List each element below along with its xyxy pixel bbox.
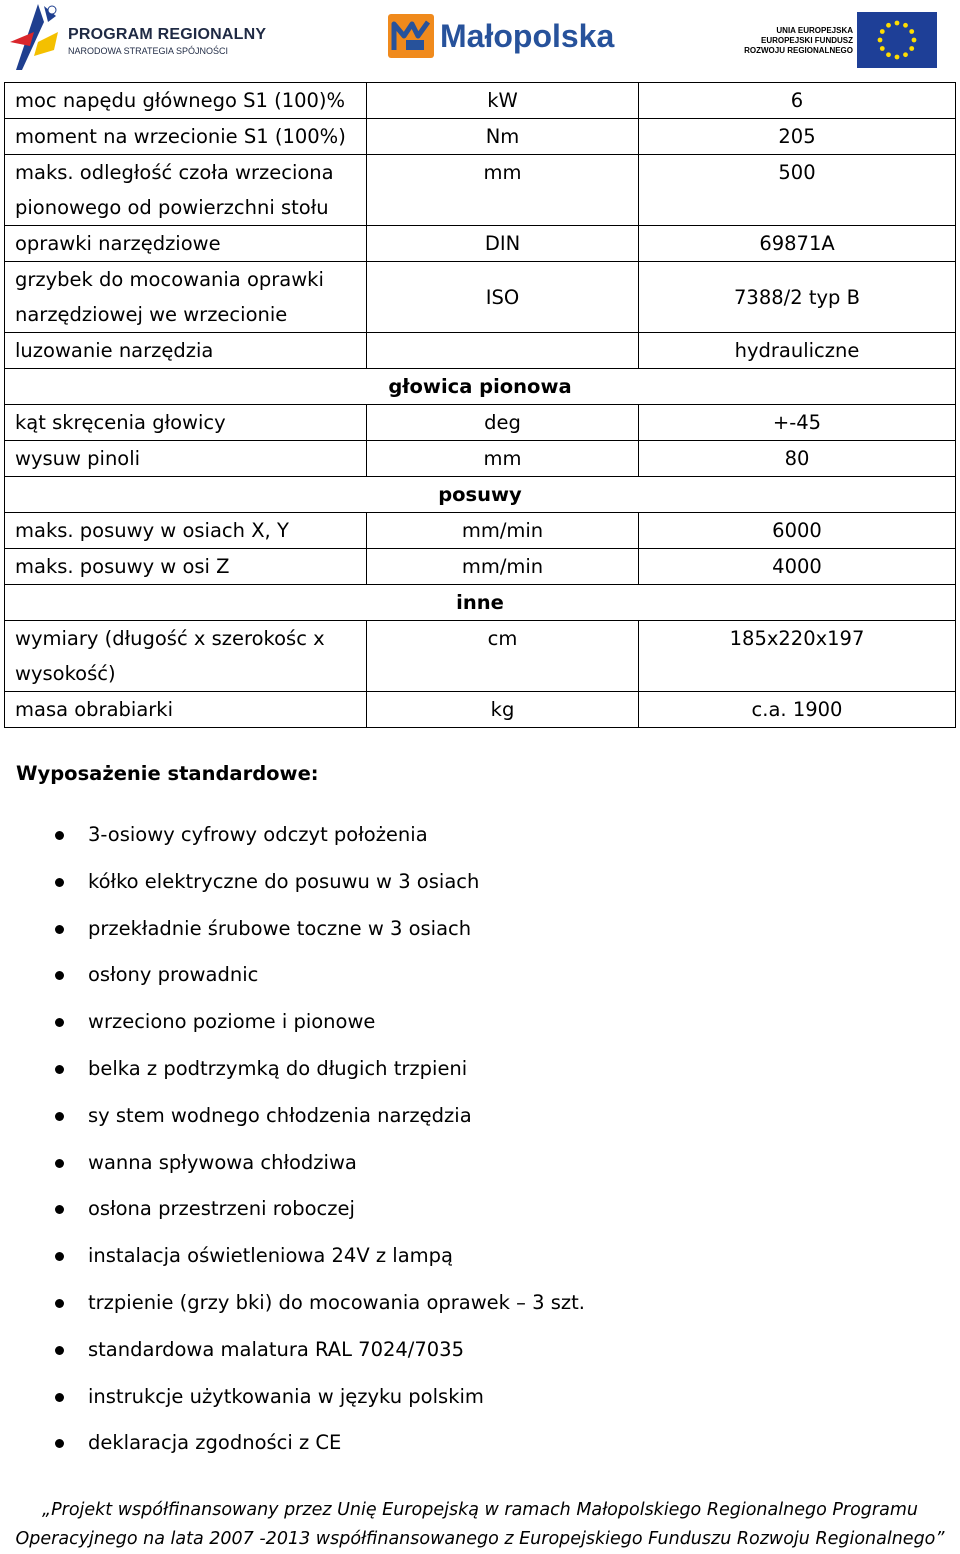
star-icon — [880, 46, 885, 51]
table-cell: mm — [367, 155, 639, 226]
table-cell — [5, 621, 367, 692]
program-title: PROGRAM REGIONALNY — [68, 26, 267, 43]
cell-line: pionowego od powierzchni stołu — [15, 196, 329, 219]
eu-flag-icon — [857, 12, 937, 68]
star-icon — [895, 21, 900, 26]
cell-line: narzędziowej we wrzecionie — [15, 303, 288, 326]
list-item — [0, 1327, 960, 1374]
bullet-icon — [55, 1018, 64, 1027]
table-row — [5, 441, 956, 477]
section-header: posuwy — [5, 477, 956, 513]
list-item-text: osłona przestrzeni roboczej — [88, 1197, 355, 1221]
table-cell: kg — [367, 692, 639, 728]
list-item — [0, 1280, 960, 1327]
table-cell: luzowanie narzędzia — [5, 333, 367, 369]
program-regionalny-logo — [8, 2, 278, 72]
list-item-text: instrukcje użytkowania w języku polskim — [88, 1384, 484, 1408]
table-row — [5, 621, 956, 692]
list-item — [0, 1186, 960, 1233]
table-row — [5, 333, 956, 369]
list-item — [0, 952, 960, 999]
eu-text-line2: EUROPEJSKI FUNDUSZ — [760, 36, 853, 45]
table-cell: hydrauliczne — [639, 333, 956, 369]
bullet-icon — [55, 1252, 64, 1261]
bullet-icon — [55, 1205, 64, 1214]
star-icon — [878, 38, 883, 43]
bullet-icon — [55, 1393, 64, 1402]
spec-table — [4, 82, 956, 728]
table-cell: 500 — [639, 155, 956, 226]
table-cell: oprawki narzędziowe — [5, 226, 367, 262]
table-cell: moment na wrzecionie S1 (100%) — [5, 119, 367, 155]
section-header: inne — [5, 585, 956, 621]
cell-line: wymiary (długość x szerokośc x — [15, 627, 325, 650]
section-header: głowica pionowa — [5, 369, 956, 405]
table-cell: maks. posuwy w osiach X, Y — [5, 513, 367, 549]
bullet-icon — [55, 831, 64, 840]
table-cell: masa obrabiarki — [5, 692, 367, 728]
table-cell — [5, 262, 367, 333]
footer — [0, 1496, 960, 1554]
bullet-icon — [55, 971, 64, 980]
table-cell: kW — [367, 83, 639, 119]
list-item — [0, 1140, 960, 1187]
eu-text-line1: UNIA EUROPEJSKA — [776, 26, 853, 35]
table-cell: DIN — [367, 226, 639, 262]
table-row — [5, 405, 956, 441]
star-icon — [895, 55, 900, 60]
malopolska-icon — [388, 14, 434, 58]
star-icon — [909, 46, 914, 51]
list-item — [0, 1046, 960, 1093]
table-cell: maks. posuwy w osi Z — [5, 549, 367, 585]
list-item-text: wanna spływowa chłodziwa — [88, 1150, 357, 1174]
eu-logo — [736, 12, 941, 70]
table-cell: 205 — [639, 119, 956, 155]
list-item — [0, 859, 960, 906]
table-row — [5, 83, 956, 119]
cell-line: grzybek do mocowania oprawki — [15, 268, 324, 291]
list-item — [0, 1374, 960, 1421]
bullet-icon — [55, 1065, 64, 1074]
footer-line2: Operacyjnego na lata 2007 -2013 współfinansowanego z Europejskiego Funduszu Rozwoju Regionalnego” — [15, 1529, 945, 1549]
star-icon — [903, 23, 908, 28]
list-item-text: kółko elektryczne do posuwu w 3 osiach — [88, 869, 480, 893]
cell-line: maks. odległość czoła wrzeciona — [15, 161, 334, 184]
table-cell: +-45 — [639, 405, 956, 441]
list-item — [0, 906, 960, 953]
list-item — [0, 999, 960, 1046]
table-section-row — [5, 477, 956, 513]
table-cell: Nm — [367, 119, 639, 155]
star-icon — [886, 23, 891, 28]
bullet-icon — [55, 1112, 64, 1121]
bullet-icon — [55, 925, 64, 934]
eu-text — [744, 26, 853, 56]
bullet-icon — [55, 878, 64, 887]
list-item-text: belka z podtrzymką do długich trzpieni — [88, 1056, 468, 1080]
table-cell — [5, 155, 367, 226]
malopolska-wordmark: Małopolska — [440, 18, 615, 54]
list-item-text: trzpienie (grzy bki) do mocowania oprawek – 3 szt. — [88, 1290, 585, 1314]
table-cell: mm/min — [367, 513, 639, 549]
list-item-text: sy stem wodnego chłodzenia narzędzia — [88, 1103, 472, 1127]
table-cell: 80 — [639, 441, 956, 477]
table-cell: 185x220x197 — [639, 621, 956, 692]
star-icon — [909, 29, 914, 34]
table-row — [5, 262, 956, 333]
list-item — [0, 1420, 960, 1467]
table-row — [5, 549, 956, 585]
cell-line: wysokość) — [15, 662, 116, 685]
bullet-icon — [55, 1159, 64, 1168]
star-icon — [903, 52, 908, 57]
list-item-text: deklaracja zgodności z CE — [88, 1431, 342, 1455]
bullet-icon — [55, 1439, 64, 1448]
table-row — [5, 692, 956, 728]
equipment-heading: Wyposażenie standardowe: — [16, 762, 319, 785]
equipment-list — [0, 812, 960, 1467]
table-cell — [367, 333, 639, 369]
table-cell: kąt skręcenia głowicy — [5, 405, 367, 441]
table-row — [5, 119, 956, 155]
table-section-row — [5, 585, 956, 621]
list-item — [0, 1233, 960, 1280]
star-icon — [912, 38, 917, 43]
table-cell: 69871A — [639, 226, 956, 262]
malopolska-logo — [388, 12, 618, 62]
table-row — [5, 155, 956, 226]
table-row — [5, 513, 956, 549]
list-item — [0, 812, 960, 859]
footer-line1: „Projekt współfinansowany przez Unię Europejską w ramach Małopolskiego Regionalnego Programu — [42, 1500, 918, 1520]
table-cell: moc napędu głównego S1 (100)% — [5, 83, 367, 119]
list-item-text: 3-osiowy cyfrowy odczyt położenia — [88, 823, 428, 846]
table-cell: mm — [367, 441, 639, 477]
table-row — [5, 226, 956, 262]
list-item-text: przekładnie śrubowe toczne w 3 osiach — [88, 916, 472, 940]
table-cell: 4000 — [639, 549, 956, 585]
star-icon — [880, 29, 885, 34]
table-cell: c.a. 1900 — [639, 692, 956, 728]
program-regionalny-icon — [8, 2, 64, 70]
bullet-icon — [55, 1346, 64, 1355]
list-item-text: osłony prowadnic — [88, 963, 259, 987]
bullet-icon — [55, 1299, 64, 1308]
list-item-text: standardowa malatura RAL 7024/7035 — [88, 1337, 464, 1361]
table-cell: mm/min — [367, 549, 639, 585]
table-section-row — [5, 369, 956, 405]
table-cell: ISO — [367, 262, 639, 333]
table-cell: 7388/2 typ B — [639, 262, 956, 333]
table-cell: deg — [367, 405, 639, 441]
list-item-text: wrzeciono poziome i pionowe — [88, 1010, 376, 1034]
table-cell: cm — [367, 621, 639, 692]
table-cell: wysuw pinoli — [5, 441, 367, 477]
program-subtitle: NARODOWA STRATEGIA SPÓJNOŚCI — [68, 46, 229, 56]
eu-text-line3: ROZWOJU REGIONALNEGO — [744, 46, 853, 55]
star-icon — [886, 52, 891, 57]
list-item — [0, 1093, 960, 1140]
table-cell: 6000 — [639, 513, 956, 549]
list-item-text: instalacja oświetleniowa 24V z lampą — [88, 1244, 453, 1268]
header-logos — [0, 0, 960, 75]
table-cell: 6 — [639, 83, 956, 119]
